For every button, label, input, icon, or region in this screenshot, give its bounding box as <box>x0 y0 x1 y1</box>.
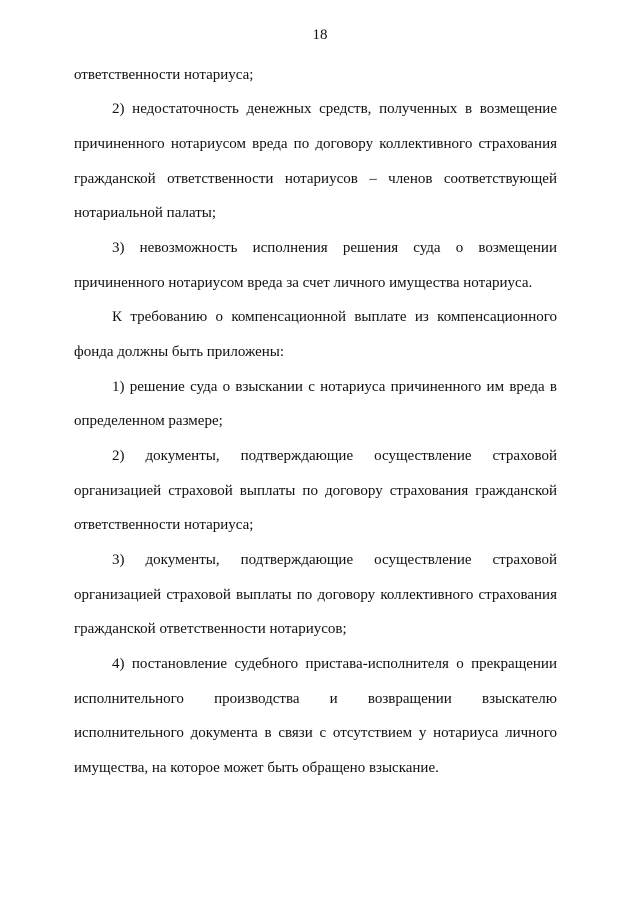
text-line: организацией страховой выплаты по договору коллективного страхования <box>74 587 557 603</box>
text-line: причиненного нотариусом вреда по договору коллективного страхования <box>74 136 557 152</box>
text-line: гражданской ответственности нотариусов; <box>74 621 347 637</box>
text-line: 4) постановление судебного пристава-исполнителя о прекращении <box>112 656 557 672</box>
text-line: 2) документы, подтверждающие осуществление страховой <box>112 448 557 464</box>
text-line: имущества, на которое может быть обращено взыскание. <box>74 760 439 776</box>
text-line: 3) невозможность исполнения решения суда о возмещении <box>112 240 557 256</box>
text-line: ответственности нотариуса; <box>74 517 254 533</box>
text-line: организацией страховой выплаты по договору страхования гражданской <box>74 483 557 499</box>
page-number: 18 <box>312 27 328 43</box>
text-line: фонда должны быть приложены: <box>74 344 285 360</box>
text-line: определенном размере; <box>74 413 223 429</box>
text-line: К требованию о компенсационной выплате из компенсационного <box>112 309 557 325</box>
text-line: нотариальной палаты; <box>74 205 217 221</box>
text-line: причиненного нотариусом вреда за счет личного имущества нотариуса. <box>74 275 533 291</box>
text-line: 1) решение суда о взыскании с нотариуса причиненного им вреда в <box>112 379 557 395</box>
text-line: 2) недостаточность денежных средств, полученных в возмещение <box>112 101 557 117</box>
text-line: ответственности нотариуса; <box>74 67 254 83</box>
text-line: гражданской ответственности нотариусов – членов соответствующей <box>74 171 557 187</box>
text-line: 3) документы, подтверждающие осуществление страховой <box>112 552 557 568</box>
text-line: исполнительного документа в связи с отсутствием у нотариуса личного <box>74 725 557 741</box>
text-line: исполнительного производства и возвращении взыскателю <box>74 691 557 707</box>
